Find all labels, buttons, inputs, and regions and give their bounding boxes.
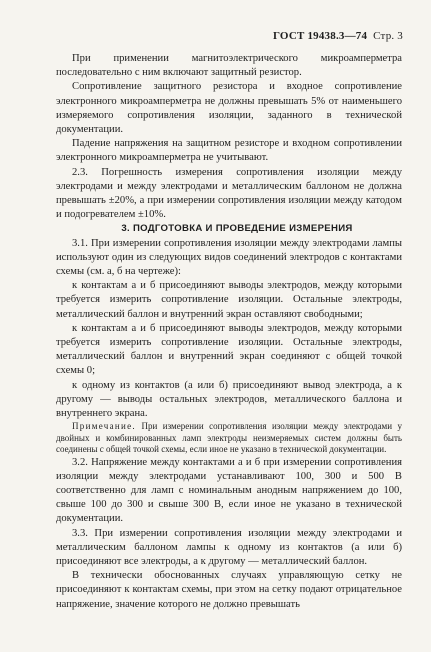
document-id: ГОСТ 19438.3—74: [273, 30, 368, 42]
note-label: Примечание.: [72, 421, 136, 432]
page-number: Стр. 3: [373, 30, 403, 42]
paragraph-3-3: 3.3. При измерении сопротивления изоляции между электродами и металлическим баллоном лампы к одному из контактов (а или б) присоединяют все электроды, а к другому — металлический баллон.: [56, 527, 402, 567]
note: [56, 421, 402, 455]
page-header: [273, 30, 403, 42]
paragraph-2-3: 2.3. Погрешность измерения сопротивления изоляции между электродами и между электродами и металлическим баллоном не должна превышать ±20%, а при измерении сопротивления изоляции между катодом и подогревателем ±10%.: [56, 166, 402, 221]
document-body: [56, 52, 402, 612]
section-title: 3. ПОДГОТОВКА И ПРОВЕДЕНИЕ ИЗМЕРЕНИЯ: [121, 223, 353, 235]
paragraph-option-1: к контактам а и б присоединяют выводы электродов, между которыми требуется измерить сопротивление изоляции. Остальные электроды, металлический баллон и внутренний экран оставляют свободными;: [56, 280, 402, 320]
paragraph-option-2: к контактам а и б присоединяют выводы электродов, между которыми требуется измерить сопротивление изоляции. Остальные электроды, металлический баллон и внутренний экран соединяют с общей точкой схемы 0;: [56, 322, 402, 377]
paragraph-3-1: 3.1. При измерении сопротивления изоляции между электродами лампы используют один из следующих видов соединений электродов с контактами схемы (см. а, б на чертеже):: [56, 237, 402, 278]
note-text: При измерении сопротивления изоляции между электродами у двойных и комбинированных ламп электроды неизмеряемых систем должны быть соединены с общей точкой схемы, если иное не указано в технической документации.: [56, 421, 403, 455]
paragraph-3-2: 3.2. Напряжение между контактами а и б при измерении сопротивления изоляции между электродами устанавливают 100, 300 и 500 В соответственно для ламп с номинальным анодным напряжением до 100, свыше 100 до 300 и свыше 300 В, если иное не указано в технической документации.: [56, 456, 402, 525]
paragraph-1: При применении магнитоэлектрического микроамперметра последовательно с ним включают защитный резистор.: [56, 53, 402, 79]
paragraph-3: Падение напряжения на защитном резисторе и входном сопротивлении электронного микроамперметра не учитывают.: [56, 138, 402, 164]
paragraph-last: В технически обоснованных случаях управляющую сетку не присоединяют к контактам схемы, при этом на сетку подают отрицательное напряжение, значение которого не должно превышать: [56, 570, 402, 610]
paragraph-2: Сопротивление защитного резистора и входное сопротивление электронного микроамперметра не должны превышать 5% от наименьшего измеряемого сопротивления изоляции, заданного в технической документации.: [56, 81, 402, 136]
paragraph-option-3: к одному из контактов (а или б) присоединяют вывод электрода, а к другому — выводы остальных электродов, металлического баллона и внутреннего экрана.: [56, 379, 402, 420]
